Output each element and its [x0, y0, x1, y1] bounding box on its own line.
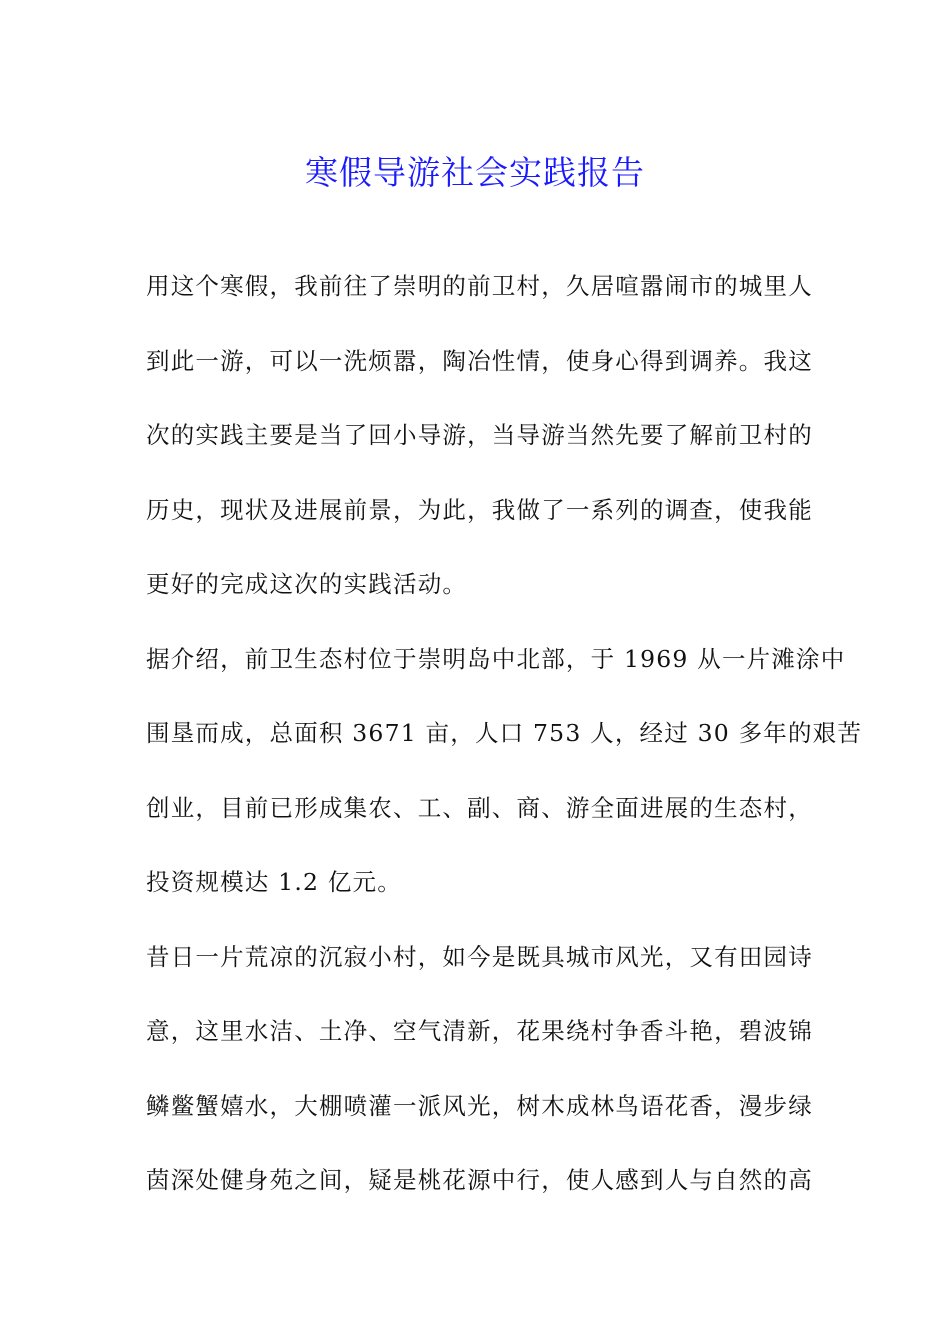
- body-line: 创业，目前已形成集农、工、副、商、游全面进展的生态村，: [146, 793, 813, 822]
- body-line: 用这个寒假，我前往了崇明的前卫村，久居喧嚣闹市的城里人: [146, 272, 813, 300]
- document-title: 寒假导游社会实践报告: [305, 153, 645, 193]
- body-line: 意，这里水洁、土净、空气清新，花果绕村争香斗艳，碧波锦: [146, 1017, 813, 1045]
- body-line: 投资规模达 1.2 亿元。: [146, 868, 402, 896]
- body-line: 围垦而成，总面积 3671 亩，人口 753 人，经过 30 多年的艰苦: [146, 719, 863, 747]
- body-line: 更好的完成这次的实践活动。: [146, 570, 468, 598]
- document-body: [146, 258, 863, 1227]
- body-line: 据介绍，前卫生态村位于崇明岛中北部，于 1969 从一片滩涂中: [146, 644, 846, 673]
- body-line: 茵深处健身苑之间，疑是桃花源中行，使人感到人与自然的高: [146, 1166, 813, 1194]
- body-line: 昔日一片荒凉的沉寂小村，如今是既具城市风光，又有田园诗: [146, 942, 813, 971]
- body-line: 到此一游，可以一洗烦嚣，陶冶性情，使身心得到调养。我这: [146, 346, 813, 375]
- body-line: 次的实践主要是当了回小导游，当导游当然先要了解前卫村的: [146, 421, 813, 449]
- body-line: 历史，现状及进展前景，为此，我做了一系列的调查，使我能: [146, 495, 813, 524]
- body-line: 鳞鳖蟹嬉水，大棚喷灌一派风光，树木成林鸟语花香，漫步绿: [146, 1091, 813, 1120]
